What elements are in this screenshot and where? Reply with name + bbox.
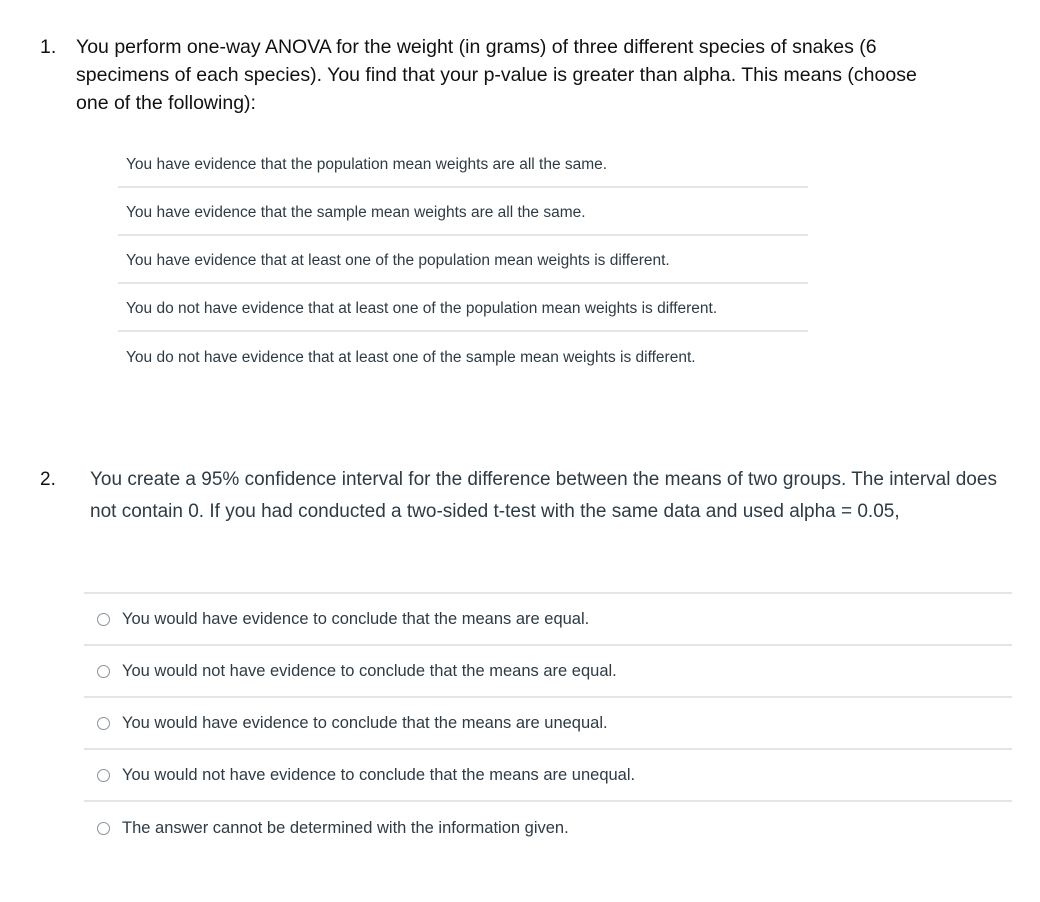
question-1-options [118, 140, 808, 380]
option-label: You have evidence that the population mean weights are all the same. [126, 155, 608, 173]
option-label: You have evidence that the sample mean weights are all the same. [126, 203, 586, 221]
question-1-option-2[interactable] [118, 188, 808, 236]
question-2-option-2[interactable] [84, 646, 1012, 698]
question-2-option-1[interactable] [84, 594, 1012, 646]
radio-button[interactable] [97, 769, 110, 782]
question-2-option-4[interactable] [84, 750, 1012, 802]
question-2-text: You create a 95% confidence interval for the difference between the means of two groups. The interval does not contain 0. If you had conducted a two-sided t-test with the same data and used alpha = 0.05, [90, 469, 997, 522]
radio-button[interactable] [97, 613, 110, 626]
question-1-text: You perform one-way ANOVA for the weight (in grams) of three different species of snakes (6 specimens of each species). You find that your p-value is greater than alpha. This means (choose one of the following): [76, 36, 917, 114]
question-2-number: 2. [40, 469, 56, 490]
question-1-option-1[interactable] [118, 140, 808, 188]
question-2 [40, 464, 1010, 528]
option-label: You would not have evidence to conclude that the means are unequal. [122, 765, 636, 784]
radio-button[interactable] [97, 665, 110, 678]
question-2-option-3[interactable] [84, 698, 1012, 750]
option-label: The answer cannot be determined with the information given. [122, 818, 569, 837]
question-1 [40, 33, 1000, 117]
question-1-option-3[interactable] [118, 236, 808, 284]
question-2-option-5[interactable] [84, 802, 1012, 854]
question-2-options [84, 592, 1012, 854]
option-label: You would have evidence to conclude that the means are equal. [122, 609, 590, 628]
option-label: You have evidence that at least one of the population mean weights is different. [126, 251, 670, 269]
option-label: You would not have evidence to conclude that the means are equal. [122, 661, 617, 680]
question-1-option-5[interactable] [118, 332, 808, 380]
option-label: You do not have evidence that at least one of the population mean weights is different. [126, 299, 718, 317]
option-label: You do not have evidence that at least one of the sample mean weights is different. [126, 348, 696, 366]
radio-button[interactable] [97, 822, 110, 835]
option-label: You would have evidence to conclude that the means are unequal. [122, 713, 608, 732]
question-1-number: 1. [40, 36, 57, 58]
radio-button[interactable] [97, 717, 110, 730]
question-1-option-4[interactable] [118, 284, 808, 332]
